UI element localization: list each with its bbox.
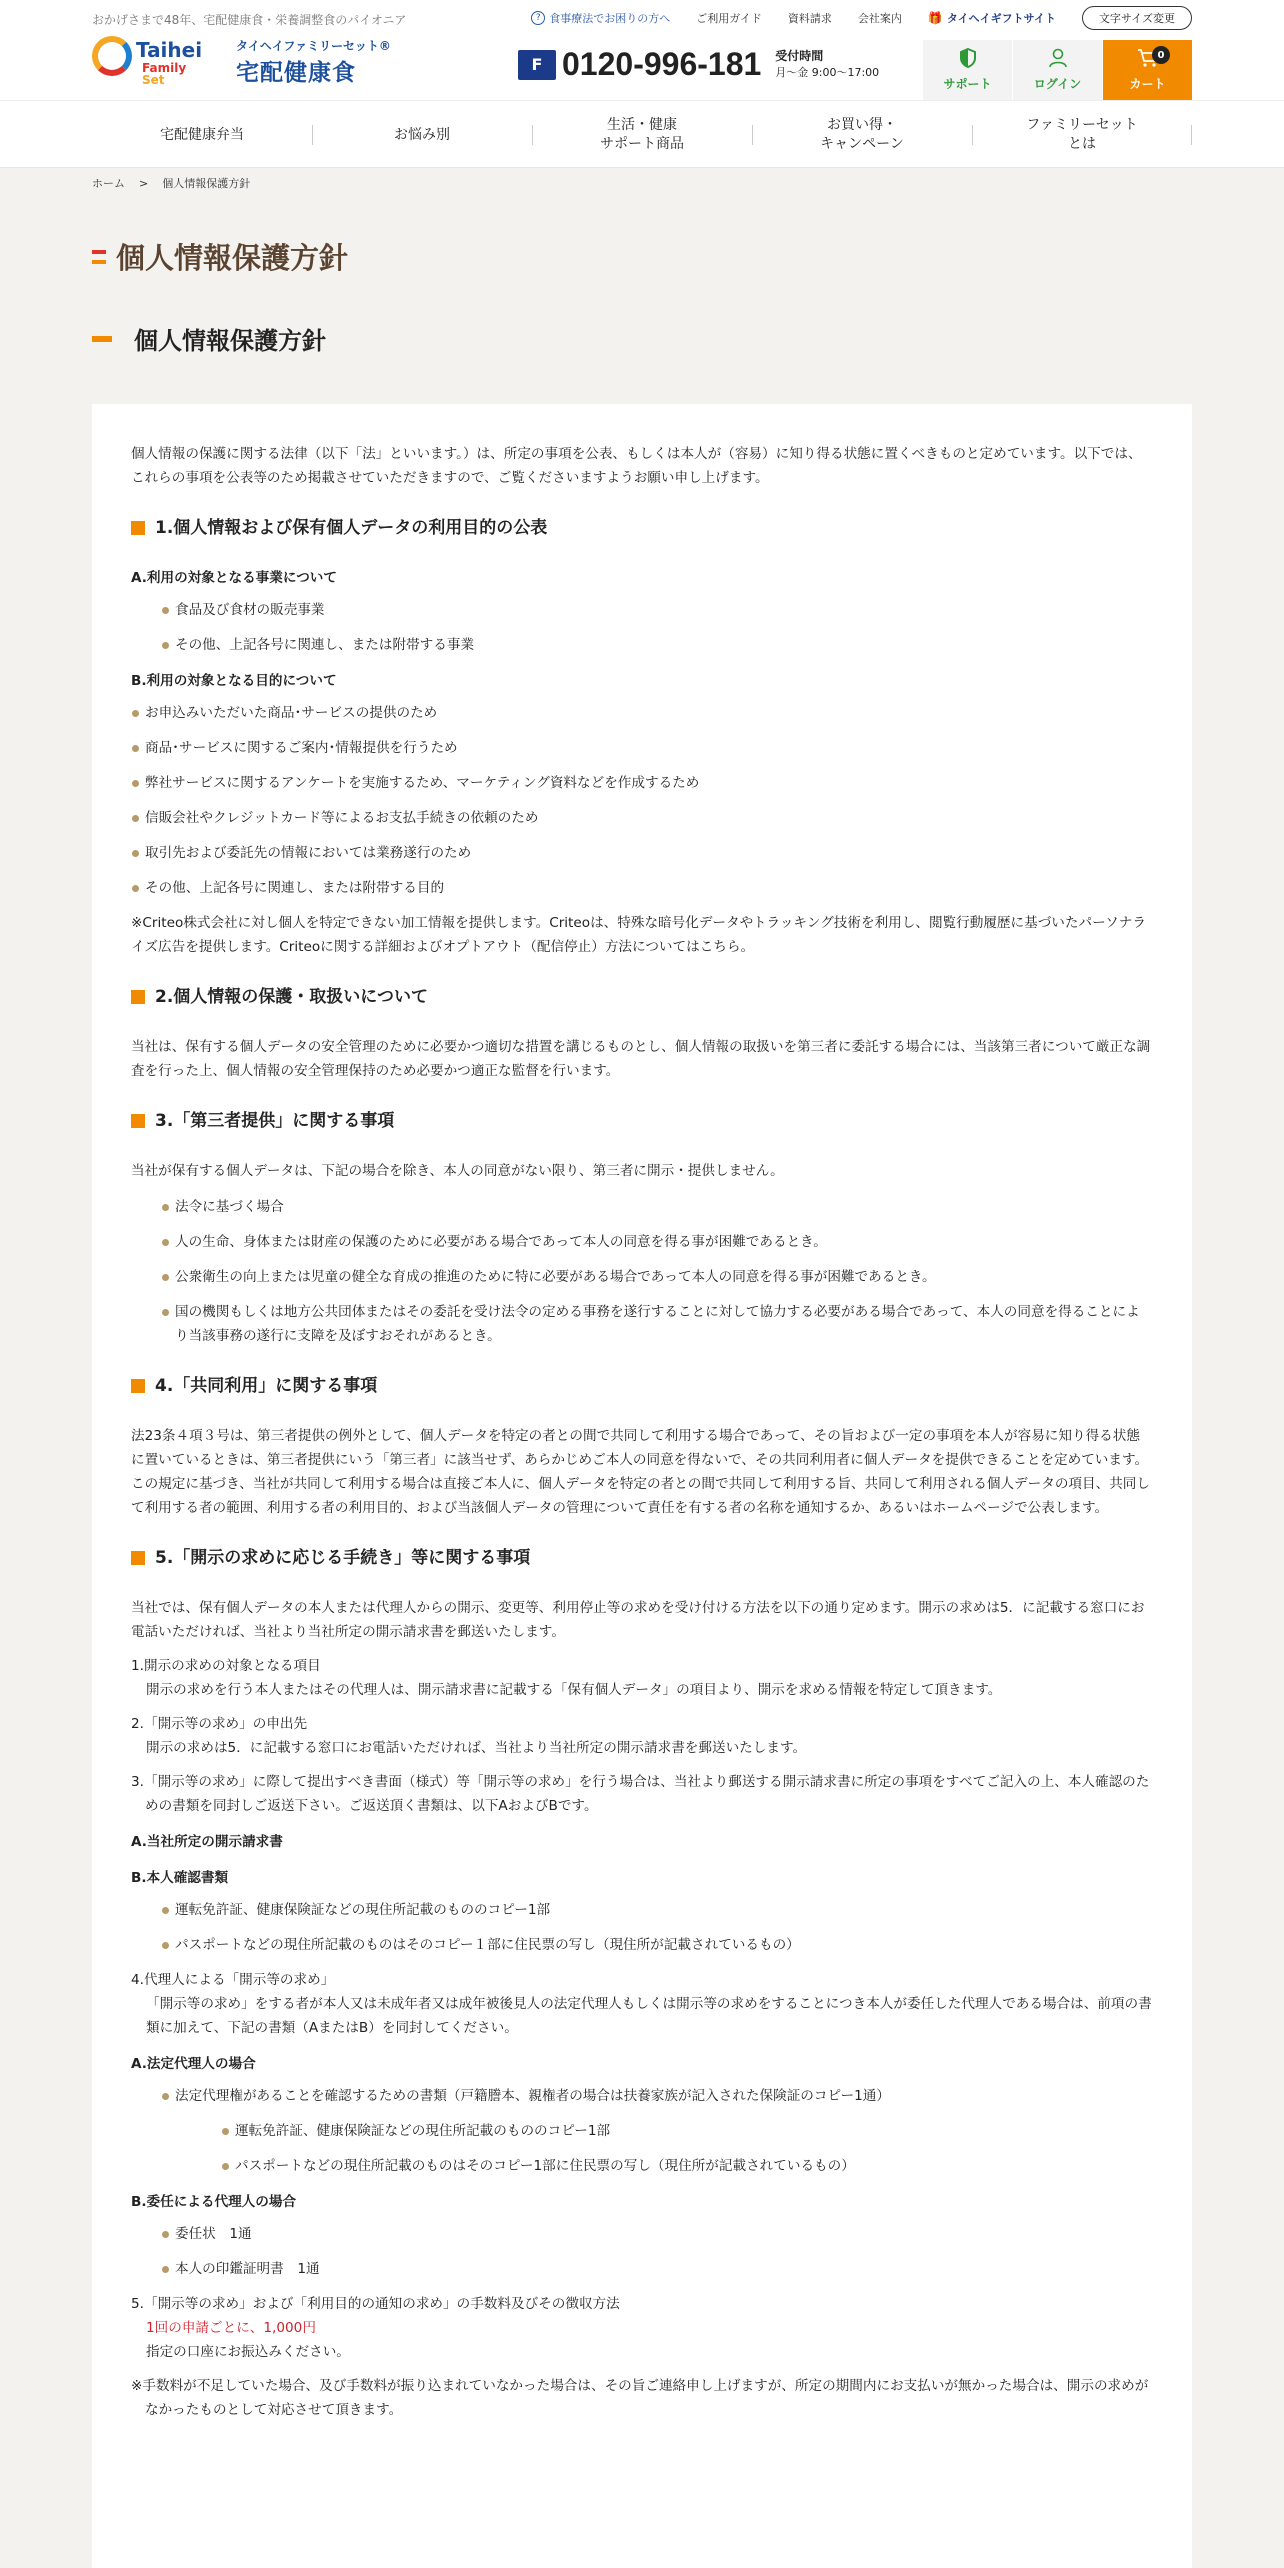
- list-item: パスポートなどの現住所記載のものはそのコピー1部に住民票の写し（現住所が記載されているもの）: [221, 2154, 1153, 2178]
- nav-item-support-products[interactable]: 生活・健康 サポート商品: [532, 101, 752, 169]
- section-1a-heading: A.利用の対象となる事業について: [131, 570, 337, 586]
- nav-item-bento[interactable]: 宅配健康弁当: [160, 126, 244, 143]
- square-bullet-icon: [131, 990, 145, 1004]
- section-5-heading: 5.「開示の求めに応じる手続き」等に関する事項: [131, 1546, 1153, 1570]
- business-hours: 受付時間 月〜金 9:00〜17:00: [775, 49, 880, 79]
- section-1b-list: [131, 701, 1153, 900]
- section-1a-list: [131, 598, 1153, 657]
- fee-amount: 1回の申請ごとに、1,000円: [146, 2320, 316, 2336]
- section-2-text: 当社は、保有する個人データの安全管理のために必要かつ適切な措置を講じるものとし、個人情報の取扱いを第三者に委託する場合には、当該第三者について厳正な調査を行った上、個人情報の安全管理保持のため必要かつ適正な監督を行います。: [131, 1039, 1151, 1079]
- section-1b-heading: B.利用の対象となる目的について: [131, 673, 337, 689]
- heading-bar-icon: [92, 336, 112, 342]
- section-5a-heading: A.当社所定の開示請求書: [131, 1834, 283, 1850]
- title-mark-icon: [92, 250, 106, 264]
- policy-card: [92, 404, 1192, 2568]
- question-icon: ?: [531, 11, 545, 25]
- section-3-heading: 3.「第三者提供」に関する事項: [131, 1109, 1153, 1133]
- list-item: パスポートなどの現住所記載のものはそのコピー１部に住民票の写し（現住所が記載されているもの）: [161, 1933, 1153, 1957]
- section-1-heading: 1.個人情報および保有個人データの利用目的の公表: [131, 516, 1153, 540]
- fee-note: ※手数料が不足していた場合、及び手数料が振り込まれていなかった場合は、その旨ご連絡申し上げますが、所定の期間内にお支払いが無かった場合は、開示の求めがなかったものとして対応させて頂きます。: [131, 2378, 1149, 2418]
- square-bullet-icon: [131, 1379, 145, 1393]
- cart-button[interactable]: カート 0: [1102, 40, 1192, 100]
- top-links: [531, 6, 1192, 30]
- square-bullet-icon: [131, 1114, 145, 1128]
- phone-contact: [518, 46, 879, 83]
- gift-site-link[interactable]: 🎁 タイヘイギフトサイト: [927, 11, 1056, 25]
- section-5-text: 当社では、保有個人データの本人または代理人からの開示、変更等、利用停止等の求めを受け付ける方法を以下の通り定めます。開示の求めは5．に記載する窓口にお電話いただければ、当社より当社所定の開示請求書を郵送いたします。: [131, 1600, 1145, 1640]
- section-5-item-3: 3.「開示等の求め」に際して提出すべき書面（様式）等「開示等の求め」を行う場合は、当社より郵送する開示請求書に所定の事項をすべてご記入の上、本人確認のための書類を同封しご返送下さい。ご返送頂く書類は、以下AおよびBです。: [131, 1774, 1150, 1814]
- section-5b-heading: B.本人確認書類: [131, 1870, 229, 1886]
- list-item: 法令に基づく場合: [161, 1195, 1153, 1219]
- intro-text: 個人情報の保護に関する法律（以下「法」といいます。）は、所定の事項を公表、もしくは本人が（容易）に知り得る状態に置くべきものと定めています。以下では、これらの事項を公表等のため掲載させていただきますので、ご覧くださいますようお願い申し上げます。: [131, 446, 1142, 486]
- logo-title: 宅配健康食: [236, 60, 356, 86]
- freedial-icon: F: [518, 50, 556, 80]
- legal-agent-heading: A.法定代理人の場合: [131, 2056, 256, 2072]
- section-5-item-2: 2.「開示等の求め」の申出先 開示の求めは5．に記載する窓口にお電話いただければ、当社より当社所定の開示請求書を郵送いたします。: [131, 1716, 807, 1756]
- list-item: 運転免許証、健康保険証などの現住所記載のもののコピー1部: [221, 2119, 1153, 2143]
- site-logo[interactable]: [92, 34, 391, 90]
- list-item: 本人の印鑑証明書 1通: [161, 2257, 1153, 2281]
- legal-agent-sublist: [131, 2119, 1153, 2178]
- list-item: 商品･サービスに関するご案内･情報提供を行うため: [131, 736, 1153, 760]
- list-item: 公衆衛生の向上または児童の健全な育成の推進のために特に必要がある場合であって本人の同意を得る事が困難であるとき。: [161, 1265, 1153, 1289]
- delegated-agent-list: [131, 2222, 1153, 2281]
- list-item: お申込みいただいた商品･サービスの提供のため: [131, 701, 1153, 725]
- square-bullet-icon: [131, 1551, 145, 1565]
- header-buttons: [922, 40, 1192, 100]
- legal-agent-list: [131, 2084, 1153, 2108]
- id-documents-list: [131, 1898, 1153, 1957]
- list-item: その他、上記各号に関連し、または附帯する事業: [161, 633, 1153, 657]
- logo-mark: Taihei Family Set: [92, 34, 220, 90]
- company-info-link[interactable]: 会社案内: [857, 12, 902, 25]
- nav-item-about-familyset[interactable]: ファミリーセット とは: [972, 101, 1192, 169]
- nav-item-concerns[interactable]: お悩み別: [312, 101, 532, 169]
- nav-item-campaign[interactable]: お買い得・ キャンペーン: [752, 101, 972, 169]
- delegated-agent-heading: B.委任による代理人の場合: [131, 2194, 297, 2210]
- list-item: 運転免許証、健康保険証などの現住所記載のもののコピー1部: [161, 1898, 1153, 1922]
- user-icon: [1048, 48, 1068, 71]
- section-4-text: 法23条４項３号は、第三者提供の例外として、個人データを特定の者との間で共同して利用する場合であって、その旨および一定の事項を本人が容易に知り得る状態に置いているときは、第三者提供にいう「第三者」に該当せず、あらかじめご本人の同意を得ないで、その共同利用者に個人データを提供できることを定めています。この規定に基づき、当社が共同して利用する場合は直接ご本人に、個人データを特定の者との間で共同して利用する旨、共同して利用される個人データの項目、共同して利用する者の範囲、利用する者の利用目的、および当該個人データの管理について責任を有する者の名称を通知するか、あるいはホームページで公表します。: [131, 1428, 1150, 1516]
- list-item: 信販会社やクレジットカード等によるお支払手続きの依頼のため: [131, 806, 1153, 830]
- breadcrumb: [92, 168, 1192, 198]
- font-size-button[interactable]: 文字サイズ変更: [1082, 6, 1192, 30]
- header-tagline: おかげさまで48年、宅配健康食・栄養調整食のパイオニア: [92, 13, 407, 27]
- list-item: 弊社サービスに関するアンケートを実施するため、マーケティング資料などを作成するため: [131, 771, 1153, 795]
- section-3-list: [131, 1195, 1153, 1348]
- list-item: 委任状 1通: [161, 2222, 1153, 2246]
- phone-number[interactable]: 0120-996-181: [562, 46, 762, 82]
- main-content: [92, 236, 1192, 2568]
- gift-icon: 🎁: [927, 11, 943, 25]
- section-5-item-1: 1.開示の求めの対象となる項目 開示の求めを行う本人またはその代理人は、開示請求書に記載する「保有個人データ」の項目より、開示を求める情報を特定して頂きます。: [131, 1658, 1002, 1698]
- usage-guide-link[interactable]: ご利用ガイド: [696, 12, 762, 25]
- diet-therapy-link[interactable]: ? 食事療法でお困りの方へ: [531, 10, 670, 26]
- breadcrumb-current: 個人情報保護方針: [162, 177, 251, 190]
- section-4-heading: 4.「共同利用」に関する事項: [131, 1374, 1153, 1398]
- shield-icon: [960, 48, 976, 71]
- list-item: 取引先および委託先の情報においては業務遂行のため: [131, 841, 1153, 865]
- document-request-link[interactable]: 資料請求: [787, 12, 832, 25]
- list-item: 食品及び食材の販売事業: [161, 598, 1153, 622]
- square-bullet-icon: [131, 521, 145, 535]
- section-3-text: 当社が保有する個人データは、下記の場合を除き、本人の同意がない限り、第三者に開示・提供しません。: [131, 1163, 784, 1179]
- breadcrumb-separator: >: [139, 176, 149, 190]
- section-heading: 個人情報保護方針: [92, 321, 1192, 356]
- site-header: [0, 0, 1284, 100]
- section-2-heading: 2.個人情報の保護・取扱いについて: [131, 985, 1153, 1009]
- breadcrumb-home[interactable]: ホーム: [92, 177, 125, 190]
- list-item: 国の機関もしくは地方公共団体またはその委託を受け法令の定める事務を遂行することに対して協力する必要がある場合であって、本人の同意を得ることにより当該事務の遂行に支障を及ぼすおそれがあるとき。: [161, 1300, 1153, 1348]
- criteo-note: ※Criteo株式会社に対し個人を特定できない加工情報を提供します。Criteoは、特殊な暗号化データやトラッキング技術を利用し、閲覧行動履歴に基づいたパーソナライズ広告を提供します。Criteoに関する詳細およびオプトアウト（配信停止）方法についてはこちら。: [131, 915, 1146, 955]
- logo-subtitle: タイヘイファミリーセット®: [236, 39, 391, 53]
- section-5-item-4: 4.代理人による「開示等の求め」 「開示等の求め」をする者が本人又は未成年者又は成年被後見人の法定代理人もしくは開示等の求めをすることにつき本人が委任した代理人である場合は、前項の書類に加えて、下記の書類（AまたはB）を同封してください。: [131, 1972, 1152, 2036]
- section-5-item-5: 5.「開示等の求め」および「利用目的の通知の求め」の手数料及びその徴収方法 1回の申請ごとに、1,000円 指定の口座にお振込みください。: [131, 2292, 1153, 2364]
- global-nav: [0, 100, 1284, 168]
- cart-count-badge: 0: [1152, 46, 1170, 64]
- login-button[interactable]: ログイン: [1012, 40, 1102, 100]
- page-title: 個人情報保護方針: [92, 236, 1192, 277]
- list-item: その他、上記各号に関連し、または附帯する目的: [131, 876, 1153, 900]
- list-item: 人の生命、身体または財産の保護のために必要がある場合であって本人の同意を得る事が困難であるとき。: [161, 1230, 1153, 1254]
- support-button[interactable]: サポート: [922, 40, 1012, 100]
- list-item: 法定代理権があることを確認するための書類（戸籍謄本、親権者の場合は扶養家族が記入された保険証のコピー1通）: [161, 2084, 1153, 2108]
